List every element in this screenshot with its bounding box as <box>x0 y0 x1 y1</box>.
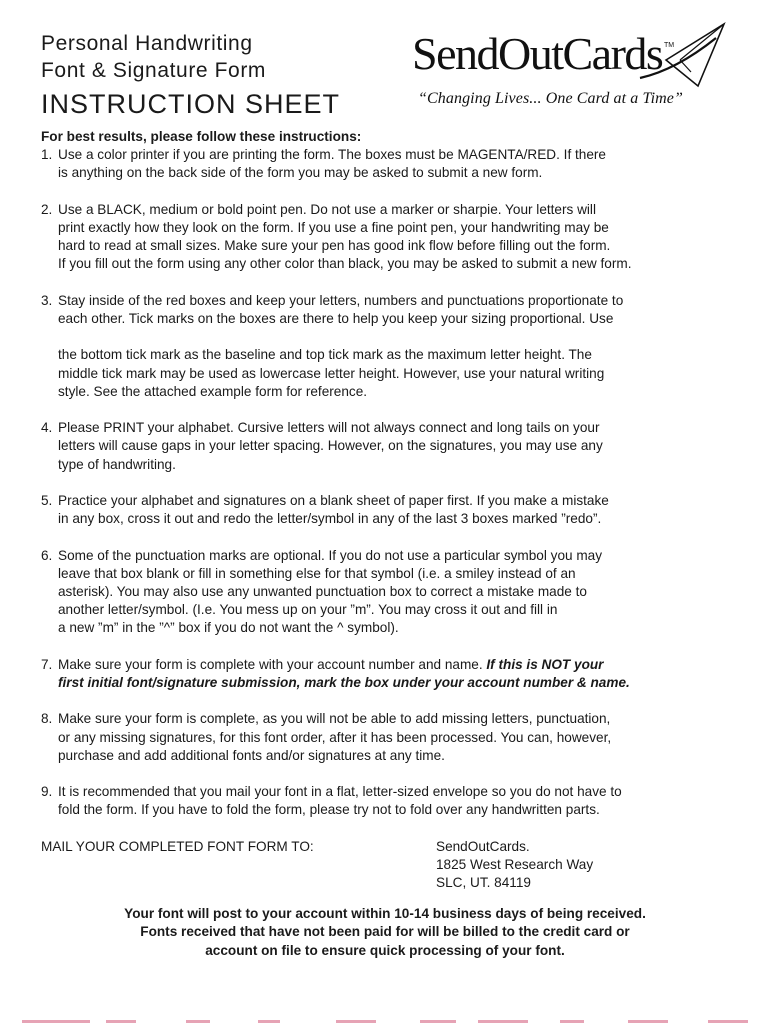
item-line: the bottom tick mark as the baseline and top tick mark as the maximum letter height. The <box>58 347 592 363</box>
instruction-item-3 <box>41 292 731 401</box>
item-line: fold the form. If you have to fold the form, please try not to fold over any handwritten parts. <box>58 802 600 818</box>
item-line: Use a color printer if you are printing the form. The boxes must be MAGENTA/RED. If there <box>58 147 606 163</box>
title-line-1: Personal Handwriting <box>41 32 253 55</box>
address-line: SLC, UT. 84119 <box>436 875 531 891</box>
item-line: leave that box blank or fill in something else for that symbol (i.e. a smiley instead of an <box>58 565 576 581</box>
next-page-box-marks <box>0 1019 768 1024</box>
logo-tagline: “Changing Lives... One Card at a Time” <box>418 90 684 107</box>
item-line: Make sure your form is complete with your account number and name. <box>58 656 487 672</box>
notice-line: account on file to ensure quick processing of your font. <box>205 942 565 958</box>
instruction-item-4 <box>41 419 731 474</box>
item-number: 1. <box>41 147 53 163</box>
instruction-item-7 <box>41 656 731 692</box>
instruction-item-9 <box>41 783 731 819</box>
item-line: asterisk). You may also use any unwanted punctuation box to correct a mistake made to <box>58 583 587 599</box>
item-emphasis: first initial font/signature submission, mark the box under your account number & name. <box>58 674 630 690</box>
address-line: SendOutCards. <box>436 838 530 854</box>
item-line: print exactly how they look on the form. If you use a fine point pen, your handwriting may be <box>58 220 609 235</box>
item-emphasis: If this is NOT your <box>486 656 604 672</box>
notice-line: Your font will post to your account within 10-14 business days of being received. <box>124 906 646 921</box>
item-line: purchase and add additional fonts and/or signatures at any time. <box>58 747 445 763</box>
item-number: 4. <box>41 420 53 436</box>
item-line: Use a BLACK, medium or bold point pen. Do not use a marker or sharpie. Your letters will <box>58 201 596 217</box>
instruction-sheet-heading: INSTRUCTION SHEET <box>41 89 341 119</box>
instructions-body <box>41 128 731 894</box>
item-number: 6. <box>41 547 53 563</box>
envelope-swoosh-icon <box>636 20 732 90</box>
item-number: 8. <box>41 711 53 727</box>
instructions-intro: For best results, please follow these instructions: <box>41 129 362 144</box>
item-line: in any box, cross it out and redo the letter/symbol in any of the last 3 boxes marked ”redo”. <box>58 511 602 527</box>
item-line: It is recommended that you mail your font in a flat, letter-sized envelope so you do not have to <box>58 784 622 800</box>
address-line: 1825 West Research Way <box>436 856 594 872</box>
item-line: If you fill out the form using any other color than black, you may be asked to submit a new form. <box>58 256 632 272</box>
item-number: 5. <box>41 492 53 508</box>
notice-line: Fonts received that have not been paid for will be billed to the credit card or <box>140 924 630 940</box>
item-number: 9. <box>41 784 53 800</box>
item-line: another letter/symbol. (I.e. You mess up on your ”m”. You may cross it out and fill in <box>58 602 558 618</box>
mailing-address <box>436 838 593 893</box>
item-line: middle tick mark may be used as lowercase letter height. However, use your natural writing <box>58 365 605 381</box>
instruction-item-5 <box>41 492 731 528</box>
item-line: letters will cause gaps in your letter spacing. However, on the signatures, you may use any <box>58 438 603 454</box>
processing-notice <box>95 905 675 960</box>
item-line: type of handwriting. <box>58 456 176 472</box>
item-line: a new ”m” in the ”^” box if you do not want the ^ symbol). <box>58 620 399 636</box>
instruction-item-6 <box>41 547 731 638</box>
item-line: Please PRINT your alphabet. Cursive letters will not always connect and long tails on your <box>58 420 600 436</box>
item-line: style. See the attached example form for reference. <box>58 383 368 399</box>
mailing-label: MAIL YOUR COMPLETED FONT FORM TO: <box>41 838 314 854</box>
item-line: Some of the punctuation marks are optional. If you do not use a particular symbol you may <box>58 547 603 563</box>
logo-wordmark: SendOutCards <box>412 28 663 79</box>
item-number: 2. <box>41 201 53 217</box>
instruction-item-8 <box>41 710 731 765</box>
instruction-item-2 <box>41 201 731 274</box>
item-line: Make sure your form is complete, as you will not be able to add missing letters, punctuation, <box>58 711 611 727</box>
title-line-2: Font & Signature Form <box>41 59 267 82</box>
instruction-item-1 <box>41 146 731 182</box>
item-number: 7. <box>41 656 53 672</box>
item-line: or any missing signatures, for this font order, after it has been processed. You can, however, <box>58 729 612 745</box>
item-line: Stay inside of the red boxes and keep your letters, numbers and punctuations proportionate to <box>58 292 624 308</box>
trademark-mark: TM <box>664 42 675 49</box>
item-line: each other. Tick marks on the boxes are there to help you keep your sizing proportional. Use <box>58 311 614 326</box>
item-number: 3. <box>41 292 53 308</box>
sendoutcards-logo <box>408 20 738 120</box>
form-title <box>41 30 266 84</box>
item-line: is anything on the back side of the form you may be asked to submit a new form. <box>58 165 543 181</box>
page-header <box>0 0 768 130</box>
item-line: Practice your alphabet and signatures on a blank sheet of paper first. If you make a mistake <box>58 492 609 508</box>
item-line: hard to read at small sizes. Make sure your pen has good ink flow before filling out the form. <box>58 238 611 254</box>
mailing-section <box>41 838 731 894</box>
